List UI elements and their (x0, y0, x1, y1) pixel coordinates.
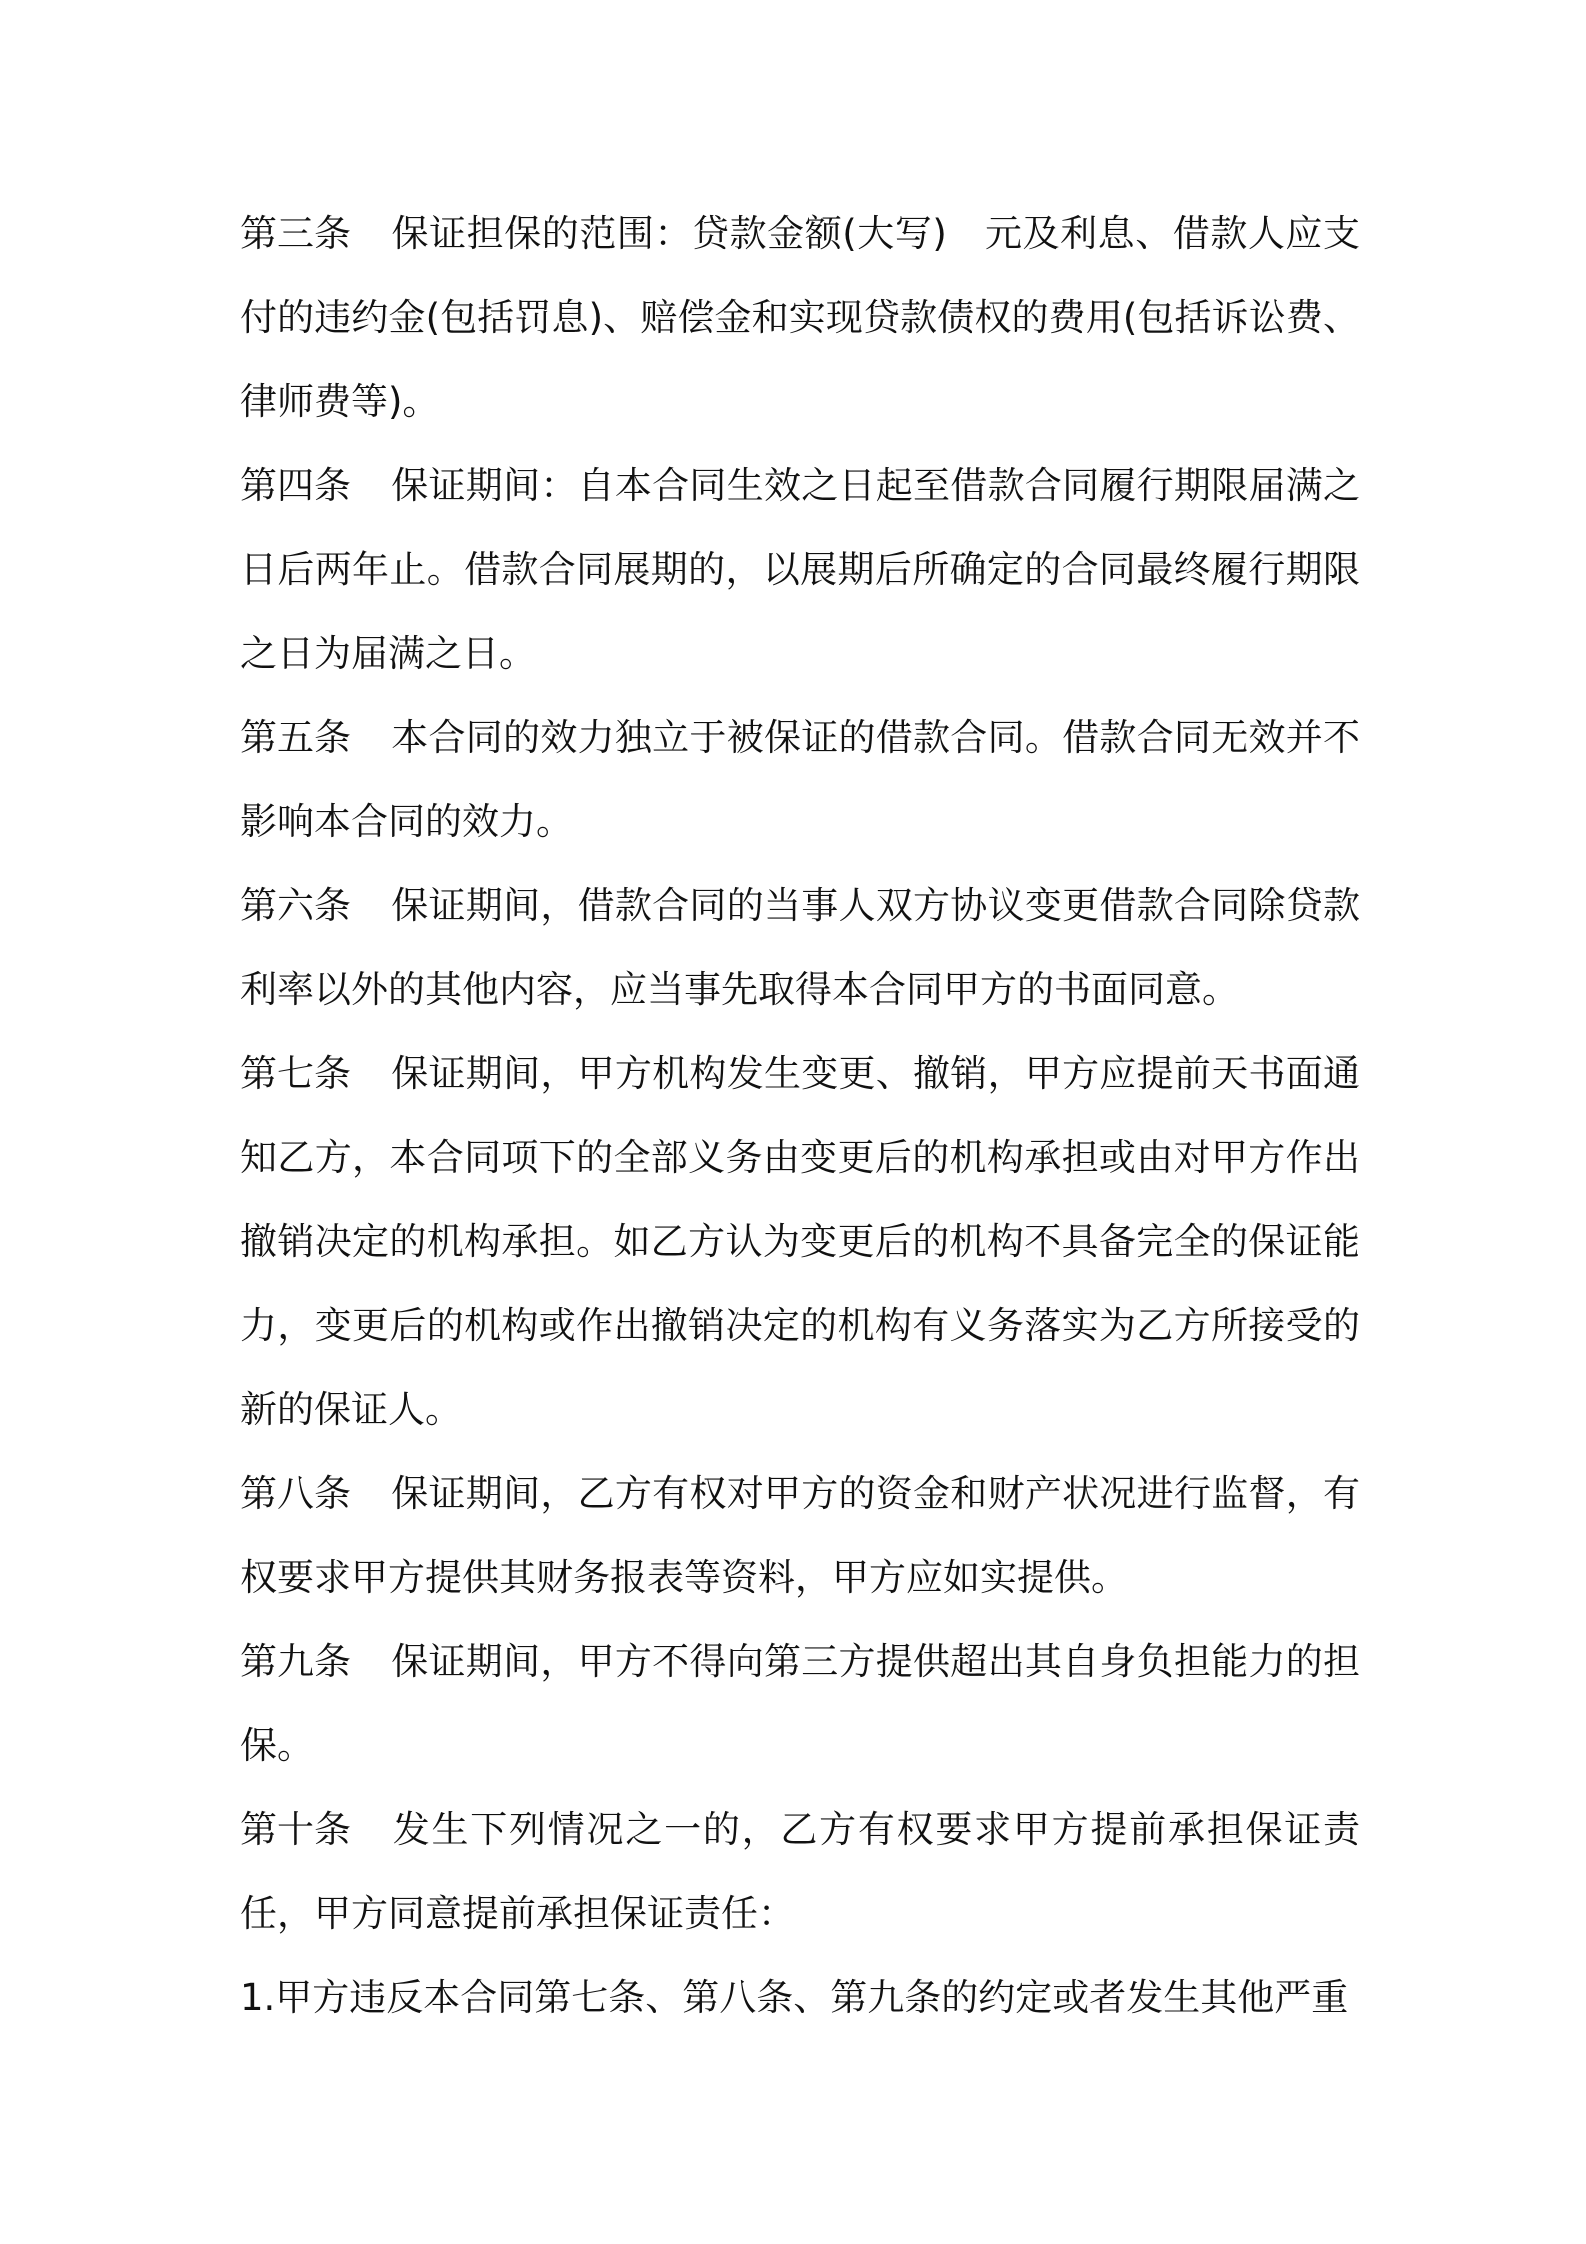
clause-text: 发生下列情况之一的，乙方有权要求甲方提前承担保证责任，甲方同意提前承担保证责任： (240, 1808, 1360, 1935)
clause-number: 第三条 (240, 212, 351, 255)
clause-5 (240, 696, 1360, 864)
clause-text: 保证期间，甲方不得向第三方提供超出其自身负担能力的担保。 (240, 1640, 1360, 1767)
clause-8 (240, 1452, 1360, 1620)
clause-number: 第八条 (240, 1472, 351, 1515)
clause-9 (240, 1620, 1360, 1788)
contract-body (240, 192, 1360, 2040)
clause-number: 第九条 (240, 1640, 351, 1683)
clause-10 (240, 1788, 1360, 1956)
clause-text: 保证担保的范围：贷款金额(大写) 元及利息、借款人应支付的违约金(包括罚息)、赔偿金和实现贷款债权的费用(包括诉讼费、律师费等)。 (240, 212, 1360, 423)
clause-text: 1.甲方违反本合同第七条、第八条、第九条的约定或者发生其他严重 (240, 1976, 1349, 2019)
clause-number: 第六条 (240, 884, 351, 927)
clause-text: 保证期间，甲方机构发生变更、撤销，甲方应提前天书面通知乙方，本合同项下的全部义务由变更后的机构承担或由对甲方作出撤销决定的机构承担。如乙方认为变更后的机构不具备完全的保证能力，变更后的机构或作出撤销决定的机构有义务落实为乙方所接受的新的保证人。 (240, 1052, 1360, 1431)
clause-text: 保证期间，借款合同的当事人双方协议变更借款合同除贷款利率以外的其他内容，应当事先取得本合同甲方的书面同意。 (240, 884, 1360, 1011)
clause-number: 第十条 (240, 1808, 351, 1851)
clause-text: 本合同的效力独立于被保证的借款合同。借款合同无效并不影响本合同的效力。 (240, 716, 1360, 843)
clause-number: 第七条 (240, 1052, 351, 1095)
clause-10-item-1 (240, 1956, 1360, 2040)
clause-text: 保证期间，乙方有权对甲方的资金和财产状况进行监督，有权要求甲方提供其财务报表等资料，甲方应如实提供。 (240, 1472, 1360, 1599)
clause-number: 第四条 (240, 464, 351, 507)
clause-text: 保证期间：自本合同生效之日起至借款合同履行期限届满之日后两年止。借款合同展期的，以展期后所确定的合同最终履行期限之日为届满之日。 (240, 464, 1360, 675)
clause-6 (240, 864, 1360, 1032)
clause-number: 第五条 (240, 716, 351, 759)
clause-3 (240, 192, 1360, 444)
clause-7 (240, 1032, 1360, 1452)
clause-4 (240, 444, 1360, 696)
